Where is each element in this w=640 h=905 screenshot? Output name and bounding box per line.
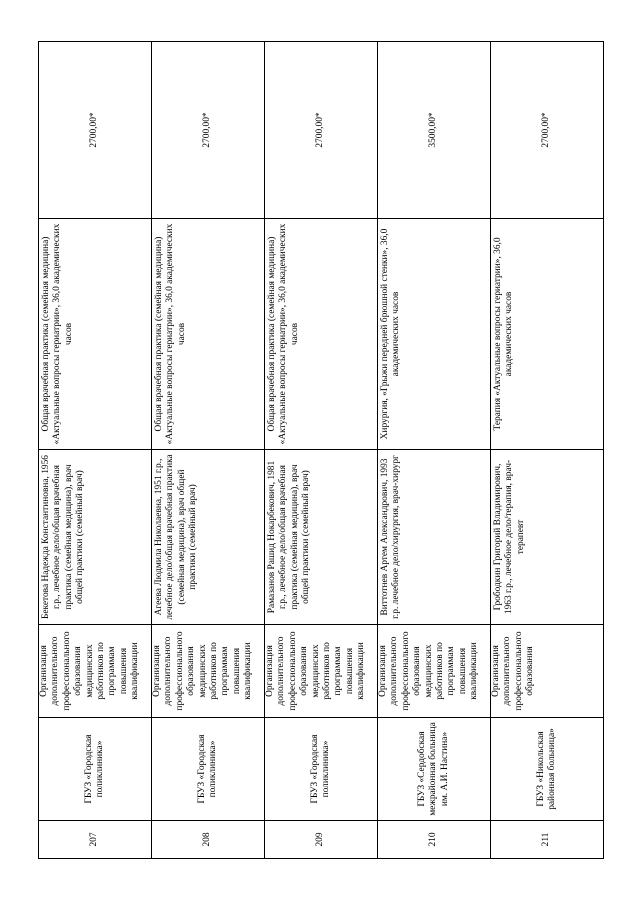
price-cell: 3500,00* <box>378 42 491 219</box>
course-cell: Общая врачебная практика (семейная медицина) «Актуальные вопросы гериатрии», 36,0 академических часов <box>39 219 152 450</box>
organization-cell: ГБУЗ «Городская поликлиника» <box>39 718 152 821</box>
training-table <box>38 41 604 859</box>
program-cell <box>378 625 491 718</box>
course-cell: Терапия «Актуальные вопросы гериатрии», 36,0 академических часов <box>491 219 604 450</box>
program-text: Организация дополнительного профессионального образования медицинских работников по программам повышения квалификации <box>152 631 254 711</box>
row-number: 208 <box>152 821 265 859</box>
program-cell <box>491 625 604 718</box>
price-cell: 2700,00* <box>152 42 265 219</box>
rotated-table-page <box>38 42 603 859</box>
program-text: Организация дополнительного профессионального образования <box>491 631 536 711</box>
program-text: Организация дополнительного профессионального образования медицинских работников по программам повышения квалификации <box>378 631 480 711</box>
organization-cell: ГБУЗ «Городская поликлиника» <box>265 718 378 821</box>
organization-cell: ГБУЗ «Городская поликлиника» <box>152 718 265 821</box>
employee-cell: Виттотнев Артем Александрович, 1993 г.р. лечебное дело/хирургия, врач-хирург <box>378 450 491 625</box>
row-number: 209 <box>265 821 378 859</box>
row-number: 210 <box>378 821 491 859</box>
table-row <box>491 42 604 859</box>
organization-cell: ГБУЗ «Никольская районная больница» <box>491 718 604 821</box>
employee-cell: Грободкин Григорий Владимирович, 1963 г.р., лечебное дело/терапия, врач-терапевт <box>491 450 604 625</box>
row-number: 207 <box>39 821 152 859</box>
table-row <box>265 42 378 859</box>
program-text: Организация дополнительного профессионального образования медицинских работников по программам повышения квалификации <box>39 631 141 711</box>
course-cell: Общая врачебная практика (семейная медицина) «Актуальные вопросы гериатрии», 36,0 академических часов <box>152 219 265 450</box>
employee-cell: Бекетова Надежда Константиновна, 1956 г.р., лечебное дело/общая врачебная практика (семейная медицина), врач общей практики (семейный врач) <box>39 450 152 625</box>
employee-cell: Рамазанов Рашид Нокарбекович, 1981 г.р., лечебное дело/общая врачебная практика (семейная медицина), врач общей практики (семейный врач) <box>265 450 378 625</box>
program-cell <box>265 625 378 718</box>
price-cell: 2700,00* <box>39 42 152 219</box>
price-cell: 2700,00* <box>491 42 604 219</box>
program-cell <box>39 625 152 718</box>
program-cell <box>152 625 265 718</box>
row-number: 211 <box>491 821 604 859</box>
employee-cell: Агеева Людмила Николаевна, 1951 г.р., лечебное дело/общая врачебная практика (семейная медицина), врач общей практики (семейный врач) <box>152 450 265 625</box>
table-row <box>39 42 152 859</box>
organization-cell: ГБУЗ «Сердобская межрайонная больница им. А.И. Настина» <box>378 718 491 821</box>
price-cell: 2700,00* <box>265 42 378 219</box>
course-cell: Общая врачебная практика (семейная медицина) «Актуальные вопросы гериатрии», 36,0 академических часов <box>265 219 378 450</box>
table-row <box>378 42 491 859</box>
course-cell: Хирургия, «Грыжи передней брюшной стенки», 36,0 академических часов <box>378 219 491 450</box>
program-text: Организация дополнительного профессионального образования медицинских работников по программам повышения квалификации <box>265 631 367 711</box>
table-row <box>152 42 265 859</box>
